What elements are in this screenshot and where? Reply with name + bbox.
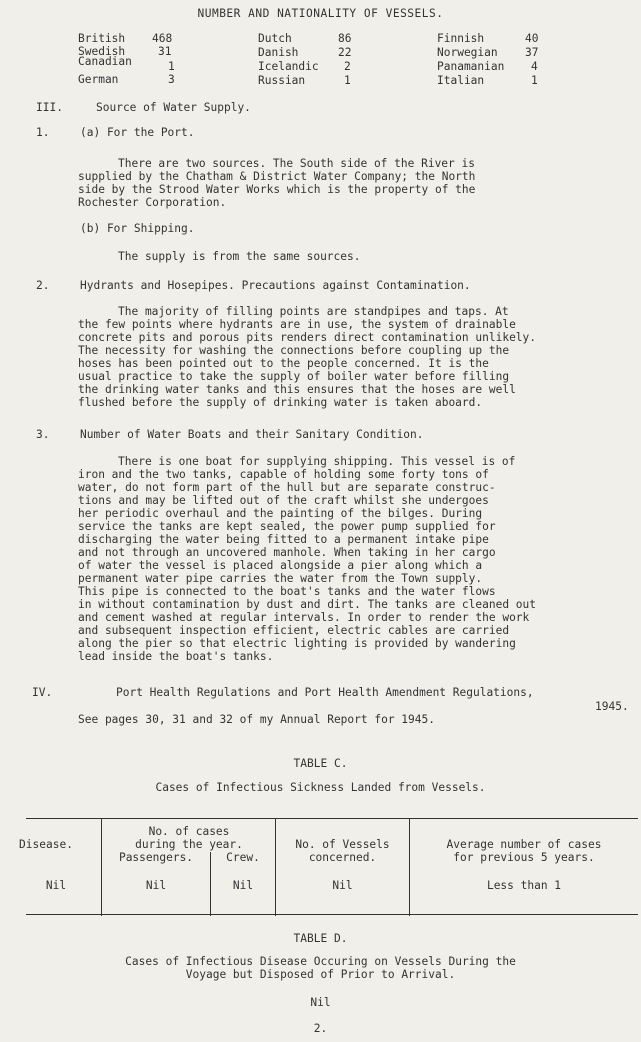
- nation-name: Canadian: [78, 55, 132, 68]
- nation-count: 22: [338, 46, 352, 59]
- cell-disease: Nil: [45, 879, 67, 892]
- nation-count: 1: [168, 60, 175, 73]
- section-number: IV.: [32, 686, 53, 699]
- cell-passengers: Nil: [145, 879, 167, 892]
- nation-name: Italian: [437, 74, 485, 87]
- item-number: 2.: [36, 279, 50, 292]
- section-number: III.: [36, 101, 63, 114]
- paragraph-shipping-supply: The supply is from the same sources.: [118, 250, 361, 263]
- nation-name: German: [78, 73, 119, 86]
- nation-name: Dutch: [258, 32, 292, 45]
- paragraph-water-boats: There is one boat for supplying shipping. This vessel is of iron and the two tanks, capable of holding some forty tons of water, do not form part of the hull but are separate construc- tions and may be lifted out of the craft whilst she undergoes her periodic overhaul and the painting of the bilges. During service the tanks are kept sealed, the power pump supplied for discharging the water being fitted to a permanent intake pipe and not through an uncovered manhole. When taking in her cargo of water the vessel is placed alongside a pier along which a permanent water pipe carries the water from the Town supply. This pipe is connected to the boat's tanks and the water flows in without contamination by dust and dirt. The tanks are cleaned out and cement washed at regular intervals. In order to render the work and subsequent inspection efficient, electric cables are carried along the pier so that electric lighting is provided by wandering lead inside the boat's tanks.: [78, 455, 537, 663]
- item-number: 1.: [36, 126, 50, 139]
- paragraph-port-supply: There are two sources. The South side of the River is supplied by the Chatham & District Water Company; the North side by the Strood Water Works which is the property of the Rochester Corporation.: [78, 157, 476, 209]
- section-title: Source of Water Supply.: [96, 101, 251, 114]
- page-number: 2.: [313, 1022, 328, 1035]
- nation-name: Norwegian: [437, 46, 498, 59]
- section-year: 1945.: [595, 700, 629, 713]
- nation-count: 1: [344, 74, 351, 87]
- subitem-label: (b) For Shipping.: [80, 222, 195, 235]
- cell-crew: Nil: [232, 879, 254, 892]
- table-d-title-line-2: Voyage but Disposed of Prior to Arrival.: [185, 968, 456, 981]
- nationality-table: [0, 32, 641, 92]
- nation-name: Danish: [258, 46, 299, 59]
- subitem-label: (a) For the Port.: [80, 126, 195, 139]
- table-rule: [26, 914, 638, 915]
- table-c-label: TABLE C.: [293, 757, 348, 770]
- cell-average: Less than 1: [486, 879, 562, 892]
- paragraph-hydrants: The majority of filling points are standpipes and taps. At the few points where hydrants are in use, the system of drainable concrete pits and porous pits renders direct contamination unlikely. The necessity for washing the connections before coupling up the hoses has been pointed out to the people concerned. It is the usual practice to take the supply of boiler water before filling the drinking water tanks and this ensures that the hoses are well flushed before the supply of drinking water is taken aboard.: [78, 305, 537, 409]
- table-d-title-line-1: Cases of Infectious Disease Occuring on Vessels During the: [125, 955, 516, 968]
- nation-name: British: [78, 32, 126, 45]
- nation-count: 31: [158, 45, 172, 58]
- nation-name: Russian: [258, 74, 306, 87]
- table-c-title: Cases of Infectious Sickness Landed from Vessels.: [155, 781, 486, 794]
- nation-count: 3: [168, 73, 175, 86]
- nation-count: 40: [525, 32, 539, 45]
- header-passengers: Passengers.: [118, 851, 194, 864]
- item-number: 3.: [36, 428, 50, 441]
- nation-count: 2: [344, 60, 351, 73]
- nation-count: 4: [531, 60, 538, 73]
- page-heading: NUMBER AND NATIONALITY OF VESSELS.: [197, 7, 444, 20]
- nation-name: Icelandic: [258, 60, 319, 73]
- item-title: Hydrants and Hosepipes. Precautions against Contamination.: [80, 279, 471, 292]
- nation-name: Panamanian: [437, 60, 505, 73]
- nation-name: Swedish: [78, 45, 126, 58]
- report-reference: See pages 30, 31 and 32 of my Annual Report for 1945.: [78, 713, 435, 726]
- nation-count: 86: [338, 32, 352, 45]
- table-c: [19, 818, 638, 916]
- header-cases: No. of cases during the year.: [135, 825, 243, 851]
- header-average: Average number of cases for previous 5 years.: [446, 838, 602, 864]
- section-title: Port Health Regulations and Port Health Amendment Regulations,: [116, 686, 534, 699]
- nation-name: Finnish: [437, 32, 485, 45]
- table-d-value: Nil: [310, 996, 331, 1009]
- item-title: Number of Water Boats and their Sanitary Condition.: [80, 428, 424, 441]
- nation-count: 1: [531, 74, 538, 87]
- header-crew: Crew.: [226, 851, 260, 864]
- nation-count: 468: [152, 32, 173, 45]
- header-vessels: No. of Vessels concerned.: [295, 838, 390, 864]
- cell-vessels: Nil: [332, 879, 353, 892]
- column-divider: [409, 818, 410, 916]
- nation-count: 37: [525, 46, 539, 59]
- table-rule: [26, 818, 638, 819]
- header-disease: Disease.: [19, 838, 73, 851]
- table-d-label: TABLE D.: [293, 932, 348, 945]
